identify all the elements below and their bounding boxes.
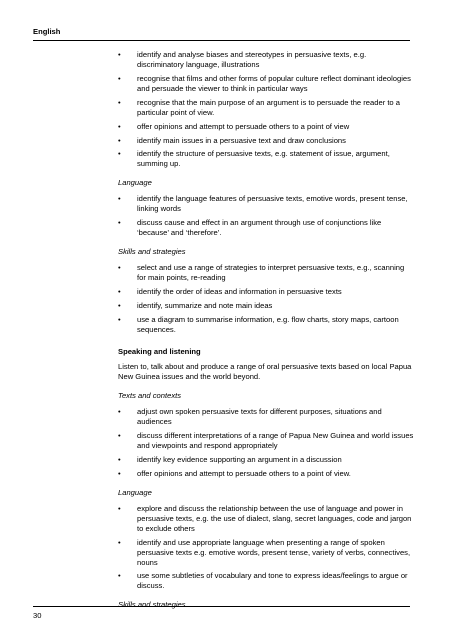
list-item: • identify the language features of persuasive texts, emotive words, present tense, linking words — [118, 194, 414, 214]
list-item: • identify and use appropriate language when presenting a range of spoken persuasive texts e.g. emotive words, present tense, variety of verbs, connectives, nouns — [118, 538, 414, 568]
list-item: • use a diagram to summarise information, e.g. flow charts, story maps, cartoon sequences. — [118, 315, 414, 335]
page-content — [118, 50, 414, 616]
list-item: • use some subtleties of vocabulary and tone to express ideas/feelings to argue or discuss. — [118, 571, 414, 591]
list-item: • identify key evidence supporting an argument in a discussion — [118, 455, 414, 465]
running-header: English — [33, 27, 61, 36]
list-item: • recognise that the main purpose of an argument is to persuade the reader to a particular point of view. — [118, 98, 414, 118]
bullet-list — [118, 194, 414, 238]
list-item: • offer opinions and attempt to persuade others to a point of view. — [118, 469, 414, 479]
list-item: • offer opinions and attempt to persuade others to a point of view — [118, 122, 414, 132]
bullet-list — [118, 263, 414, 335]
subheading-language: Language — [118, 487, 152, 497]
section-intro: Listen to, talk about and produce a range of oral persuasive texts based on local Papua New Guinea issues and the world beyond. — [118, 362, 412, 382]
bullet-list — [118, 504, 414, 592]
header-rule — [33, 40, 410, 41]
list-item: • identify, summarize and note main ideas — [118, 301, 414, 311]
subheading-texts-contexts: Texts and contexts — [118, 391, 182, 401]
list-item: • identify the order of ideas and information in persuasive texts — [118, 287, 414, 297]
section-heading-speaking: Speaking and listening — [118, 347, 201, 357]
footer-rule — [33, 606, 410, 607]
bullet-list — [118, 50, 414, 169]
list-item: • identify main issues in a persuasive text and draw conclusions — [118, 136, 414, 146]
list-item: • identify the structure of persuasive texts, e.g. statement of issue, argument, summing up. — [118, 149, 414, 169]
list-item: • discuss cause and effect in an argument through use of conjunctions like ‘because’ and ‘therefore’. — [118, 218, 414, 238]
subheading-skills: Skills and strategies — [118, 247, 186, 257]
list-item: • explore and discuss the relationship between the use of language and power in persuasive texts, e.g. the use of dialect, slang, secret languages, code and jargon to exclude others — [118, 504, 414, 534]
subheading-skills: Skills and strategies — [118, 600, 186, 610]
list-item: • recognise that films and other forms of popular culture reflect dominant ideologies and persuade the viewer to think in particular ways — [118, 74, 414, 94]
subheading-language: Language — [118, 178, 152, 188]
bullet-list — [118, 407, 414, 479]
list-item: • discuss different interpretations of a range of Papua New Guinea and world issues and viewpoints and respond appropriately — [118, 431, 414, 451]
list-item: • identify and analyse biases and stereotypes in persuasive texts, e.g. discriminatory language, illustrations — [118, 50, 414, 70]
list-item: • select and use a range of strategies to interpret persuasive texts, e.g., scanning for main points, re-reading — [118, 263, 414, 283]
list-item: • adjust own spoken persuasive texts for different purposes, situations and audiences — [118, 407, 414, 427]
page-number: 30 — [33, 611, 42, 620]
